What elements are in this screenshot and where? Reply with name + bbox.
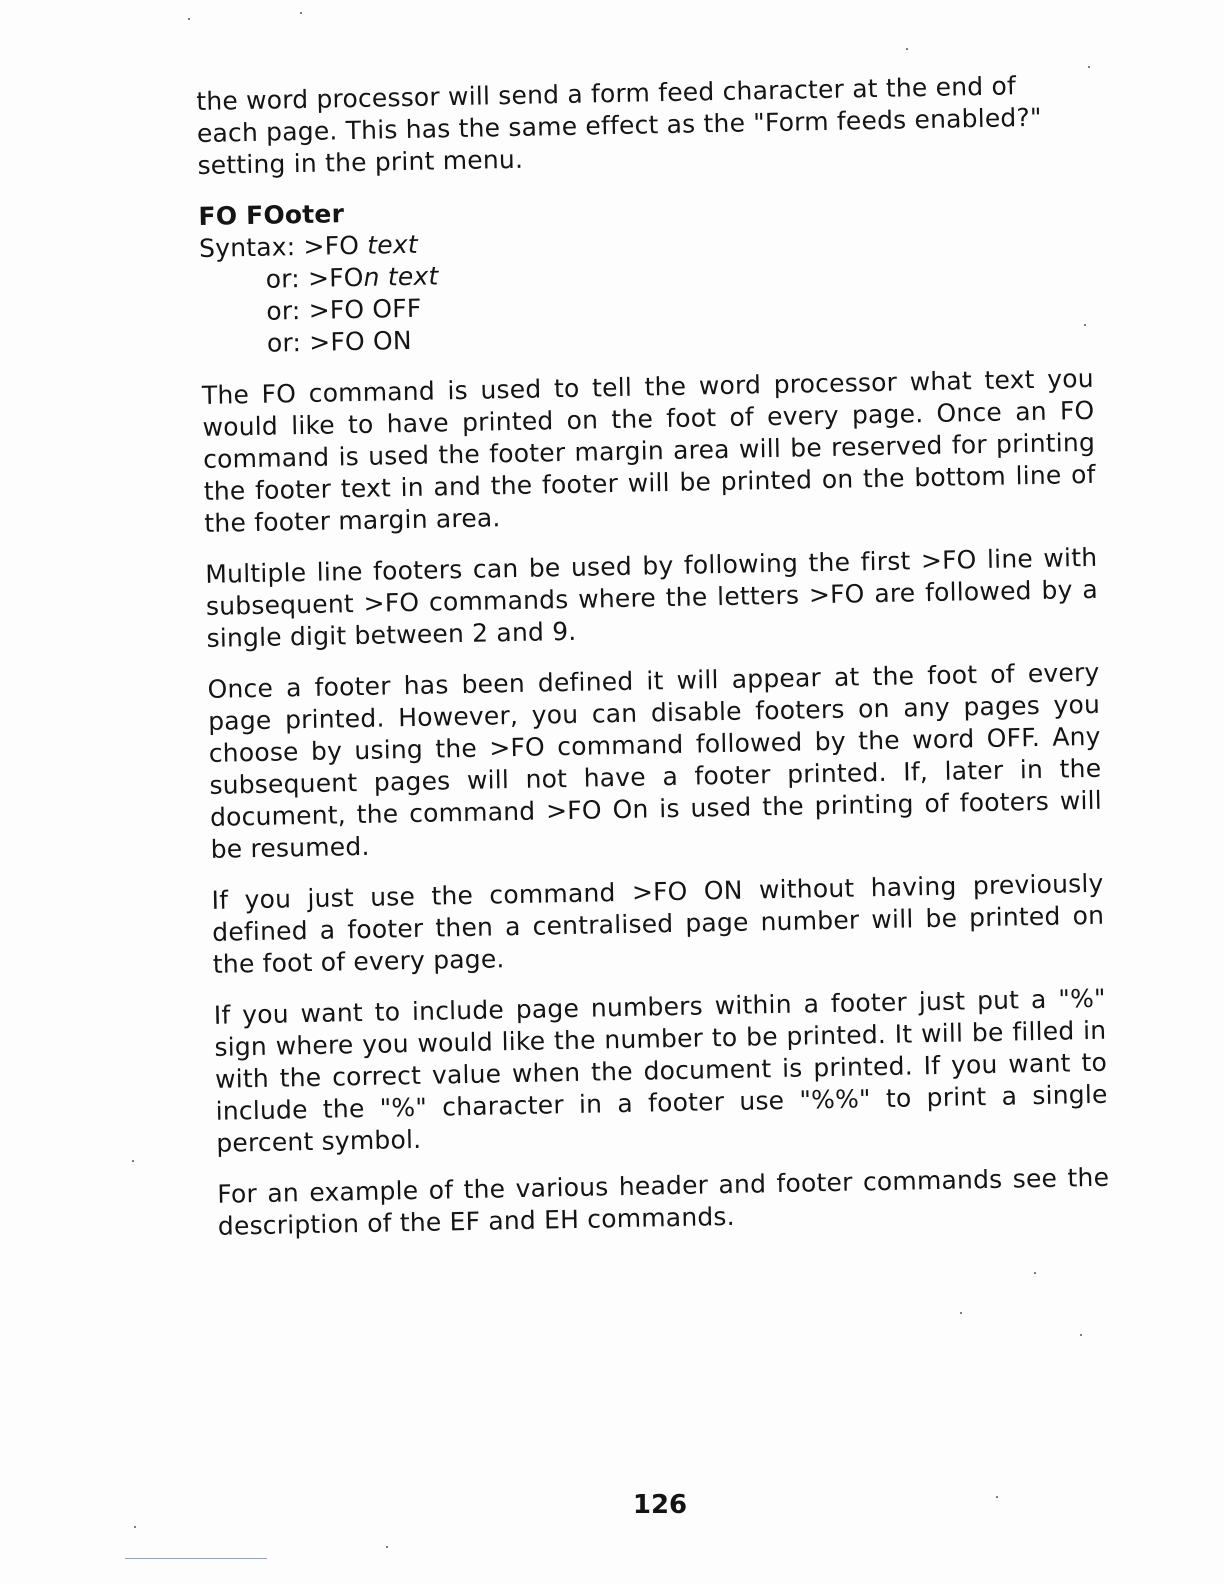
- scan-speck: [300, 12, 302, 14]
- page-number: 126: [632, 1490, 688, 1520]
- scan-edge-line: [125, 1558, 267, 1559]
- scan-speck: [996, 1496, 998, 1498]
- alt-command: >FO OFF: [308, 293, 422, 325]
- scan-speck: [1034, 1272, 1036, 1274]
- page-body: [196, 69, 1110, 1262]
- section-heading: FO FOoter: [198, 199, 345, 231]
- alt-label: or:: [266, 296, 301, 326]
- alt-label: or:: [265, 264, 301, 294]
- body-paragraph: If you just use the command >FO ON without having previously defined a footer then a centralised page number will be printed on the foot of every page.: [211, 868, 1105, 979]
- body-paragraph: For an example of the various header and footer commands see the description of the EF and EH commands.: [217, 1162, 1110, 1241]
- syntax-argument: text: [366, 229, 419, 260]
- intro-paragraph: [196, 69, 1090, 182]
- body-paragraph: If you want to include page numbers within a footer just put a "%" sign where you would like the number to be printed. It will be filled in with the correct value when the document is printed. If you want to include the "%" character in a footer use "%%" to print a single percent symbol.: [213, 983, 1108, 1158]
- alt-command: >FO: [307, 262, 364, 293]
- scan-speck: [1088, 66, 1090, 68]
- alt-label: or:: [266, 328, 302, 358]
- intro-line: each page. This has the same effect as the "Form feeds enabled?": [196, 102, 1042, 148]
- scan-speck: [132, 1160, 134, 1162]
- syntax-label: Syntax:: [198, 232, 296, 263]
- body-paragraph: Once a footer has been defined it will appear at the foot of every page printed. However, you can disable footers on any pages you choose by using the >FO command followed by the word OFF. Any subsequent pages will not have a footer printed. If, later in the document, the command >FO On is used the printing of footers will be resumed.: [207, 657, 1103, 864]
- scan-speck: [134, 1526, 136, 1528]
- scan-speck: [1080, 1334, 1082, 1336]
- alt-command: >FO ON: [308, 325, 413, 357]
- scan-speck: [386, 1546, 388, 1548]
- syntax-block: [199, 216, 1093, 361]
- scan-speck: [1084, 324, 1086, 326]
- scan-speck: [188, 18, 190, 20]
- syntax-command: >FO: [303, 230, 360, 261]
- body-paragraph: Multiple line footers can be used by following the first >FO line with subsequent >FO commands where the letters >FO are followed by a single digit between 2 and 9.: [205, 542, 1099, 653]
- scan-speck: [906, 48, 908, 50]
- scan-speck: [960, 1312, 962, 1314]
- alt-argument: text: [387, 261, 439, 292]
- intro-line: setting in the print menu.: [197, 144, 524, 180]
- alt-digit: n: [363, 262, 380, 292]
- intro-line: the word processor will send a form feed character at the end of: [196, 71, 1017, 116]
- body-paragraph: The FO command is used to tell the word processor what text you would like to have printed on the foot of every page. Once an FO command is used the footer margin area will be reserved for printing the footer text in and the footer will be printed on the bottom line of the footer margin area.: [201, 363, 1096, 538]
